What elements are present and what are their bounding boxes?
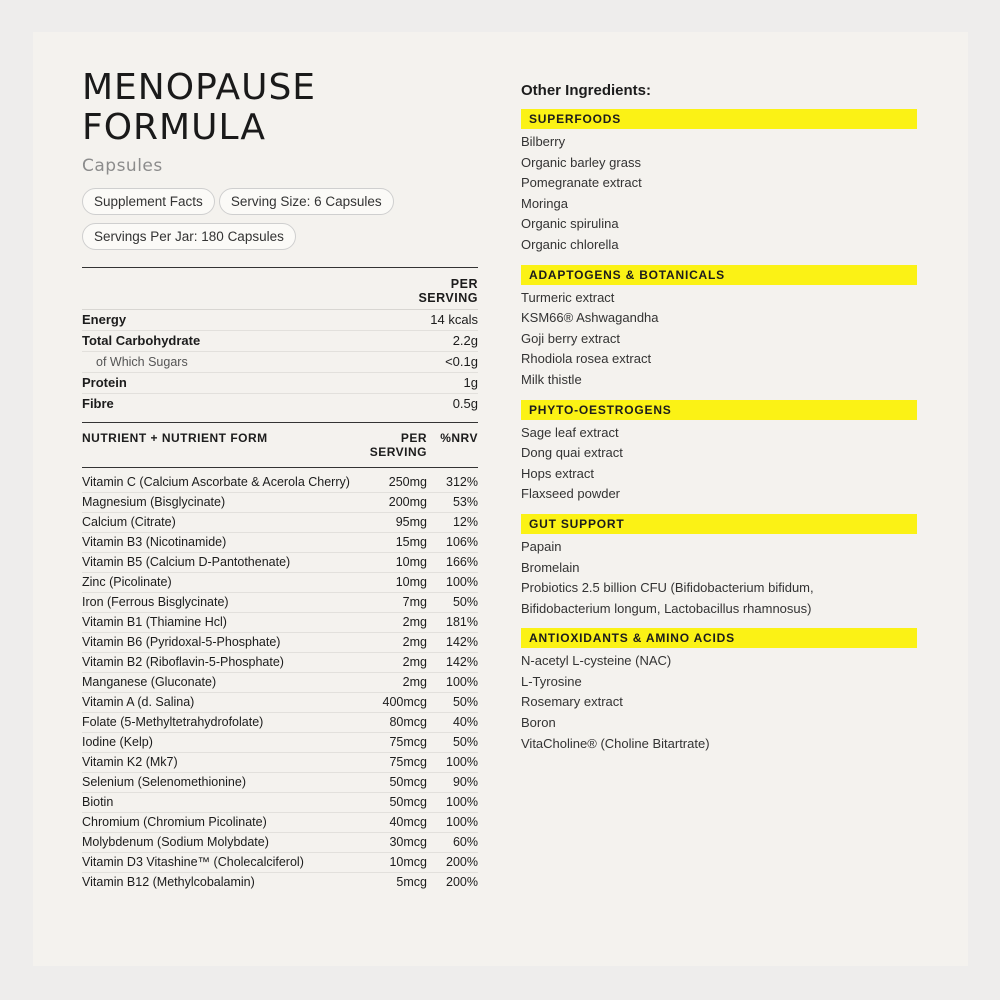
pill-servings-per-jar: Servings Per Jar: 180 Capsules xyxy=(82,223,296,250)
nutrient-name: Vitamin B6 (Pyridoxal-5-Phosphate) xyxy=(82,635,281,649)
nutrient-nrv: 142% xyxy=(446,635,478,649)
ingredient-item: Dong quai extract xyxy=(521,445,623,461)
ingredient-category xyxy=(521,400,917,505)
nutrient-row xyxy=(82,693,478,713)
nutrient-name: Manganese (Gluconate) xyxy=(82,675,217,689)
nutrient-amount: 40mcg xyxy=(389,815,427,829)
nutrient-name: Vitamin C (Calcium Ascorbate & Acerola Cherry) xyxy=(82,475,350,489)
nutrient-amount: 250mg xyxy=(388,475,427,489)
ingredient-item: Bifidobacterium longum, Lactobacillus rhamnosus) xyxy=(521,600,812,616)
ingredient-item: N-acetyl L-cysteine (NAC) xyxy=(521,653,672,669)
macro-label: Energy xyxy=(82,312,127,327)
nutrient-name: Vitamin B1 (Thiamine Hcl) xyxy=(82,615,227,629)
ingredient-category xyxy=(521,628,917,754)
nutrient-nrv: 90% xyxy=(452,775,478,789)
macro-table-header xyxy=(82,268,478,310)
nutrient-name: Vitamin D3 Vitashine™ (Cholecalciferol) xyxy=(82,855,304,869)
nutrient-row xyxy=(82,613,478,633)
nutrient-nrv: 50% xyxy=(452,735,478,749)
per-serving-header: PER SERVING xyxy=(418,277,478,305)
macro-table xyxy=(82,267,478,414)
nutrient-amount: 50mcg xyxy=(389,795,427,809)
nutrient-amount: 80mcg xyxy=(389,715,427,729)
macro-value: 0.5g xyxy=(452,396,478,411)
nutrient-nrv: 181% xyxy=(446,615,478,629)
nutrient-nrv: 100% xyxy=(446,575,478,589)
ingredient-item: Pomegranate extract xyxy=(521,175,642,191)
nutrient-name: Vitamin K2 (Mk7) xyxy=(82,755,178,769)
nutrient-row xyxy=(82,553,478,573)
nutrient-amount: 200mg xyxy=(388,495,427,509)
nutrient-row xyxy=(82,633,478,653)
ingredient-item: Turmeric extract xyxy=(521,289,615,305)
ingredient-category xyxy=(521,265,917,391)
nutrient-nrv: 200% xyxy=(446,855,478,869)
nutrient-name: Chromium (Chromium Picolinate) xyxy=(82,815,267,829)
title-line-2: FORMULA xyxy=(82,107,266,148)
nutrient-column-header: NUTRIENT + NUTRIENT FORM xyxy=(82,431,268,445)
info-pills xyxy=(82,188,478,258)
nutrient-amount: 15mg xyxy=(395,535,427,549)
ingredient-item: L-Tyrosine xyxy=(521,673,582,689)
pill-serving-size: Serving Size: 6 Capsules xyxy=(219,188,394,215)
nutrient-nrv: 50% xyxy=(452,595,478,609)
product-subtitle: Capsules xyxy=(82,156,163,176)
other-ingredients-heading: Other Ingredients: xyxy=(521,82,652,99)
nutrient-nrv: 166% xyxy=(446,555,478,569)
nutrient-row xyxy=(82,753,478,773)
nutrient-amount: 7mg xyxy=(402,595,427,609)
nutrient-nrv: 312% xyxy=(446,475,478,489)
nutrient-name: Vitamin B5 (Calcium D-Pantothenate) xyxy=(82,555,291,569)
ingredient-item: Boron xyxy=(521,715,556,731)
nutrient-row xyxy=(82,533,478,553)
nutrient-row xyxy=(82,853,478,873)
nutrient-name: Vitamin B12 (Methylcobalamin) xyxy=(82,875,255,889)
ingredient-item: Flaxseed powder xyxy=(521,486,620,502)
category-heading: ADAPTOGENS & BOTANICALS xyxy=(521,265,917,285)
nutrient-row xyxy=(82,653,478,673)
nutrient-row xyxy=(82,873,478,892)
title-line-1: MENOPAUSE xyxy=(82,67,317,108)
nutrient-nrv: 12% xyxy=(452,515,478,529)
nutrient-amount: 2mg xyxy=(402,635,427,649)
nutrient-amount: 50mcg xyxy=(389,775,427,789)
nutrient-amount: 2mg xyxy=(402,675,427,689)
nutrient-amount: 10mg xyxy=(395,555,427,569)
ingredient-item: Rhodiola rosea extract xyxy=(521,351,652,367)
category-heading: ANTIOXIDANTS & AMINO ACIDS xyxy=(521,628,917,648)
nutrient-amount: 2mg xyxy=(402,655,427,669)
product-title xyxy=(82,68,478,148)
ingredient-item: Organic barley grass xyxy=(521,154,641,170)
macro-value: 2.2g xyxy=(452,333,478,348)
nutrient-row xyxy=(82,473,478,493)
macro-label: Protein xyxy=(82,375,127,390)
ingredient-item: Bromelain xyxy=(521,559,580,575)
nutrient-amount: 95mg xyxy=(395,515,427,529)
nutrient-nrv: 142% xyxy=(446,655,478,669)
macro-value: <0.1g xyxy=(445,354,478,369)
nutrient-table-header xyxy=(82,422,478,468)
ingredient-category xyxy=(521,514,917,619)
ingredient-category xyxy=(521,109,917,256)
nutrient-row xyxy=(82,593,478,613)
nutrient-amount: 10mcg xyxy=(389,855,427,869)
nutrient-row xyxy=(82,493,478,513)
category-heading: SUPERFOODS xyxy=(521,109,917,129)
macro-row xyxy=(82,352,478,373)
nutrient-amount: 400mcg xyxy=(382,695,427,709)
category-heading: PHYTO-OESTROGENS xyxy=(521,400,917,420)
nutrient-name: Iron (Ferrous Bisglycinate) xyxy=(82,595,229,609)
ingredient-item: Bilberry xyxy=(521,134,566,149)
other-ingredients-panel xyxy=(521,82,917,763)
nutrient-nrv: 100% xyxy=(446,795,478,809)
nutrient-row xyxy=(82,813,478,833)
nutrient-nrv: 40% xyxy=(452,715,478,729)
nutrient-nrv: 100% xyxy=(446,675,478,689)
ingredient-item: Goji berry extract xyxy=(521,330,620,346)
nutrient-amount: 75mcg xyxy=(389,735,427,749)
nutrient-name: Molybdenum (Sodium Molybdate) xyxy=(82,835,269,849)
category-heading: GUT SUPPORT xyxy=(521,514,917,534)
nutrient-name: Iodine (Kelp) xyxy=(82,735,153,749)
nrv-column-header: %NRV xyxy=(440,431,478,445)
nutrient-nrv: 60% xyxy=(452,835,478,849)
nutrient-amount: 10mg xyxy=(395,575,427,589)
nutrient-nrv: 200% xyxy=(446,875,478,889)
ingredient-item: Papain xyxy=(521,538,562,554)
nutrient-row xyxy=(82,513,478,533)
macro-value: 1g xyxy=(463,375,478,390)
ingredient-item: Probiotics 2.5 billion CFU (Bifidobacterium bifidum, xyxy=(521,580,814,596)
nutrient-nrv: 53% xyxy=(452,495,478,509)
nutrient-nrv: 100% xyxy=(446,815,478,829)
ingredient-item: Sage leaf extract xyxy=(521,424,619,440)
ingredient-item: VitaCholine® (Choline Bitartrate) xyxy=(521,735,710,751)
nutrient-nrv: 106% xyxy=(446,535,478,549)
ingredient-item: Organic spirulina xyxy=(521,216,619,232)
macro-label: of Which Sugars xyxy=(96,355,188,369)
macro-label: Fibre xyxy=(82,396,114,411)
nutrient-nrv: 50% xyxy=(452,695,478,709)
nutrient-row xyxy=(82,833,478,853)
nutrient-name: Biotin xyxy=(82,795,114,809)
pill-supplement-facts: Supplement Facts xyxy=(82,188,215,215)
nutrient-name: Vitamin B3 (Nicotinamide) xyxy=(82,535,227,549)
nutrient-name: Selenium (Selenomethionine) xyxy=(82,775,246,789)
nutrient-row xyxy=(82,573,478,593)
macro-label: Total Carbohydrate xyxy=(82,333,201,348)
nutrient-nrv: 100% xyxy=(446,755,478,769)
nutrient-name: Calcium (Citrate) xyxy=(82,515,176,529)
nutrient-row xyxy=(82,673,478,693)
ingredient-item: Milk thistle xyxy=(521,371,582,387)
ingredient-item: Organic chlorella xyxy=(521,236,619,252)
nutrient-name: Vitamin B2 (Riboflavin-5-Phosphate) xyxy=(82,655,284,669)
ingredient-item: Hops extract xyxy=(521,465,594,481)
macro-value: 14 kcals xyxy=(430,312,478,327)
nutrient-amount: 75mcg xyxy=(389,755,427,769)
nutrient-row xyxy=(82,733,478,753)
nutrient-row xyxy=(82,713,478,733)
nutrient-amount: 5mcg xyxy=(396,875,427,889)
macro-row xyxy=(82,331,478,352)
nutrient-name: Folate (5-Methyltetrahydrofolate) xyxy=(82,715,264,729)
nutrient-name: Magnesium (Bisglycinate) xyxy=(82,495,226,509)
ingredient-item: Rosemary extract xyxy=(521,694,623,710)
nutrient-table xyxy=(82,473,478,892)
facts-panel xyxy=(82,68,478,892)
nutrient-name: Vitamin A (d. Salina) xyxy=(82,695,195,709)
ingredient-item: Moringa xyxy=(521,195,568,211)
macro-row xyxy=(82,310,478,331)
nutrient-amount: 30mcg xyxy=(389,835,427,849)
nutrient-row xyxy=(82,773,478,793)
nutrient-amount: 2mg xyxy=(402,615,427,629)
macro-row xyxy=(82,394,478,414)
nutrient-name: Zinc (Picolinate) xyxy=(82,575,172,589)
per-serving-column-header: PER SERVING xyxy=(369,431,427,459)
macro-row xyxy=(82,373,478,394)
ingredient-item: KSM66® Ashwagandha xyxy=(521,310,659,326)
nutrient-row xyxy=(82,793,478,813)
